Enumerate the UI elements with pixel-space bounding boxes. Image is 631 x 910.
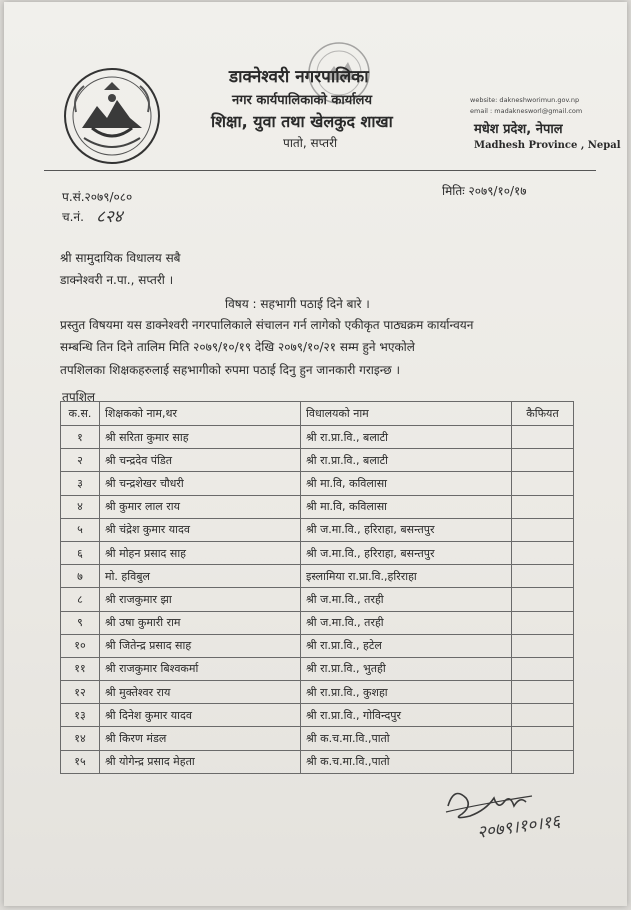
header-teacher-name: शिक्षकको नाम,थर	[100, 402, 301, 426]
row-serial: १	[61, 426, 100, 449]
row-teacher-name: मो. हविबुल	[100, 565, 301, 588]
row-remarks	[512, 518, 574, 541]
row-teacher-name: श्री योगेन्द्र प्रसाद मेहता	[100, 750, 301, 773]
org-office: नगर कार्यपालिकाको कार्यालय	[232, 93, 373, 108]
row-serial: १२	[61, 681, 100, 704]
letter-date: मितिः २०७९/१०/१७	[442, 184, 527, 198]
row-serial: ९	[61, 611, 100, 634]
row-school-name: श्री रा.प्रा.वि., हटेल	[301, 634, 512, 657]
table-row	[61, 681, 574, 704]
header-divider	[44, 170, 596, 171]
row-teacher-name: श्री मुक्तेश्वर राय	[100, 681, 301, 704]
row-remarks	[512, 681, 574, 704]
reference-number: प.सं.२०७९/०८०	[62, 190, 133, 204]
row-school-name: श्री रा.प्रा.वि., बलाटी	[301, 426, 512, 449]
row-teacher-name: श्री चन्द्रदेव पंडित	[100, 449, 301, 472]
signature-date: २०७९।१०।१६	[475, 811, 562, 843]
row-school-name: इस्लामिया रा.प्रा.वि.,हरिराहा	[301, 565, 512, 588]
email-text: email : madaknesworl@gmail.com	[470, 107, 583, 115]
row-remarks	[512, 727, 574, 750]
body-line: सम्बन्धि तिन दिने तालिम मिति २०७९/१०/१९ देखि २०७९/१०/२१ सम्म हुने भएकोले	[60, 340, 415, 354]
table-row	[61, 750, 574, 773]
row-remarks	[512, 634, 574, 657]
row-remarks	[512, 426, 574, 449]
letter-page	[4, 2, 627, 906]
row-teacher-name: श्री किरण मंडल	[100, 727, 301, 750]
row-remarks	[512, 449, 574, 472]
table-row	[61, 541, 574, 564]
org-branch: शिक्षा, युवा तथा खेलकुद शाखा	[211, 112, 393, 131]
province-english: Madhesh Province , Nepal	[474, 140, 621, 151]
recipient-line-2: डाक्नेश्वरी न.पा., सप्तरी ।	[60, 273, 174, 287]
org-place: पातो, सप्तरी	[283, 136, 338, 150]
row-remarks	[512, 472, 574, 495]
row-school-name: श्री रा.प्रा.वि., बलाटी	[301, 449, 512, 472]
province-nepali: मधेश प्रदेश, नेपाल	[474, 122, 563, 137]
row-serial: ८	[61, 588, 100, 611]
table-row	[61, 657, 574, 680]
row-school-name: श्री ज.मा.वि., हरिराहा, बसन्तपुर	[301, 541, 512, 564]
signature-icon	[440, 776, 600, 846]
row-teacher-name: श्री दिनेश कुमार यादव	[100, 704, 301, 727]
table-row	[61, 634, 574, 657]
table-header-row	[61, 402, 574, 426]
header-school-name: विधालयको नाम	[301, 402, 512, 426]
row-remarks	[512, 611, 574, 634]
row-teacher-name: श्री उषा कुमारी राम	[100, 611, 301, 634]
row-teacher-name: श्री चन्द्रशेखर चौधरी	[100, 472, 301, 495]
table-row	[61, 727, 574, 750]
row-teacher-name: श्री चंद्रेश कुमार यादव	[100, 518, 301, 541]
row-remarks	[512, 750, 574, 773]
body-line: तपशिलका शिक्षकहरुलाई सहभागीको रुपमा पठाई दिनु हुन जानकारी गराइन्छ ।	[60, 363, 401, 377]
row-remarks	[512, 565, 574, 588]
table-row	[61, 611, 574, 634]
row-serial: १३	[61, 704, 100, 727]
header-serial: क.स.	[61, 402, 100, 426]
row-serial: ६	[61, 541, 100, 564]
body-line: प्रस्तुत विषयमा यस डाक्नेश्वरी नगरपालिकाले संचालन गर्न लागेको एकीकृत पाठ्यक्रम कार्यान्वयन	[60, 318, 474, 332]
row-school-name: श्री मा.वि, कविलासा	[301, 495, 512, 518]
row-school-name: श्री रा.प्रा.वि., कुशहा	[301, 681, 512, 704]
table-row	[61, 472, 574, 495]
row-teacher-name: श्री सरिता कुमार साह	[100, 426, 301, 449]
header-remarks: कैफियत	[512, 402, 574, 426]
nepal-emblem-icon	[62, 66, 162, 166]
table-row	[61, 518, 574, 541]
table-row	[61, 588, 574, 611]
row-teacher-name: श्री राजकुमार बिश्वकर्मा	[100, 657, 301, 680]
row-serial: १५	[61, 750, 100, 773]
table-row	[61, 426, 574, 449]
row-teacher-name: श्री मोहन प्रसाद साह	[100, 541, 301, 564]
row-serial: १०	[61, 634, 100, 657]
row-remarks	[512, 704, 574, 727]
row-school-name: श्री रा.प्रा.वि., गोविन्दपुर	[301, 704, 512, 727]
dispatch-label: च.नं.	[62, 210, 84, 224]
website-text: website: dakneshworimun.gov.np	[470, 96, 580, 104]
row-school-name: श्री ज.मा.वि., हरिराहा, बसन्तपुर	[301, 518, 512, 541]
table-row	[61, 704, 574, 727]
org-name: डाक्नेश्वरी नगरपालिका	[229, 67, 369, 87]
table-row	[61, 495, 574, 518]
row-serial: ३	[61, 472, 100, 495]
table-title: तपशिल	[62, 390, 96, 404]
row-school-name: श्री रा.प्रा.वि., भुतही	[301, 657, 512, 680]
row-remarks	[512, 588, 574, 611]
dispatch-number: ८२४	[96, 207, 123, 227]
row-school-name: श्री क.च.मा.वि.,पातो	[301, 750, 512, 773]
recipient-line-1: श्री सामुदायिक विधालय सबै	[60, 251, 181, 265]
row-serial: ११	[61, 657, 100, 680]
row-teacher-name: श्री जितेन्द्र प्रसाद साह	[100, 634, 301, 657]
row-school-name: श्री ज.मा.वि., तरही	[301, 611, 512, 634]
row-school-name: श्री ज.मा.वि., तरही	[301, 588, 512, 611]
table-row	[61, 565, 574, 588]
row-serial: १४	[61, 727, 100, 750]
participant-table	[60, 401, 574, 774]
row-teacher-name: श्री कुमार लाल राय	[100, 495, 301, 518]
row-serial: ५	[61, 518, 100, 541]
row-teacher-name: श्री राजकुमार झा	[100, 588, 301, 611]
row-remarks	[512, 495, 574, 518]
row-school-name: श्री मा.वि, कविलासा	[301, 472, 512, 495]
row-serial: २	[61, 449, 100, 472]
row-serial: ७	[61, 565, 100, 588]
row-serial: ४	[61, 495, 100, 518]
row-remarks	[512, 657, 574, 680]
subject-line: विषय : सहभागी पठाई दिने बारे ।	[225, 297, 370, 311]
table-row	[61, 449, 574, 472]
row-remarks	[512, 541, 574, 564]
row-school-name: श्री क.च.मा.वि.,पातो	[301, 727, 512, 750]
